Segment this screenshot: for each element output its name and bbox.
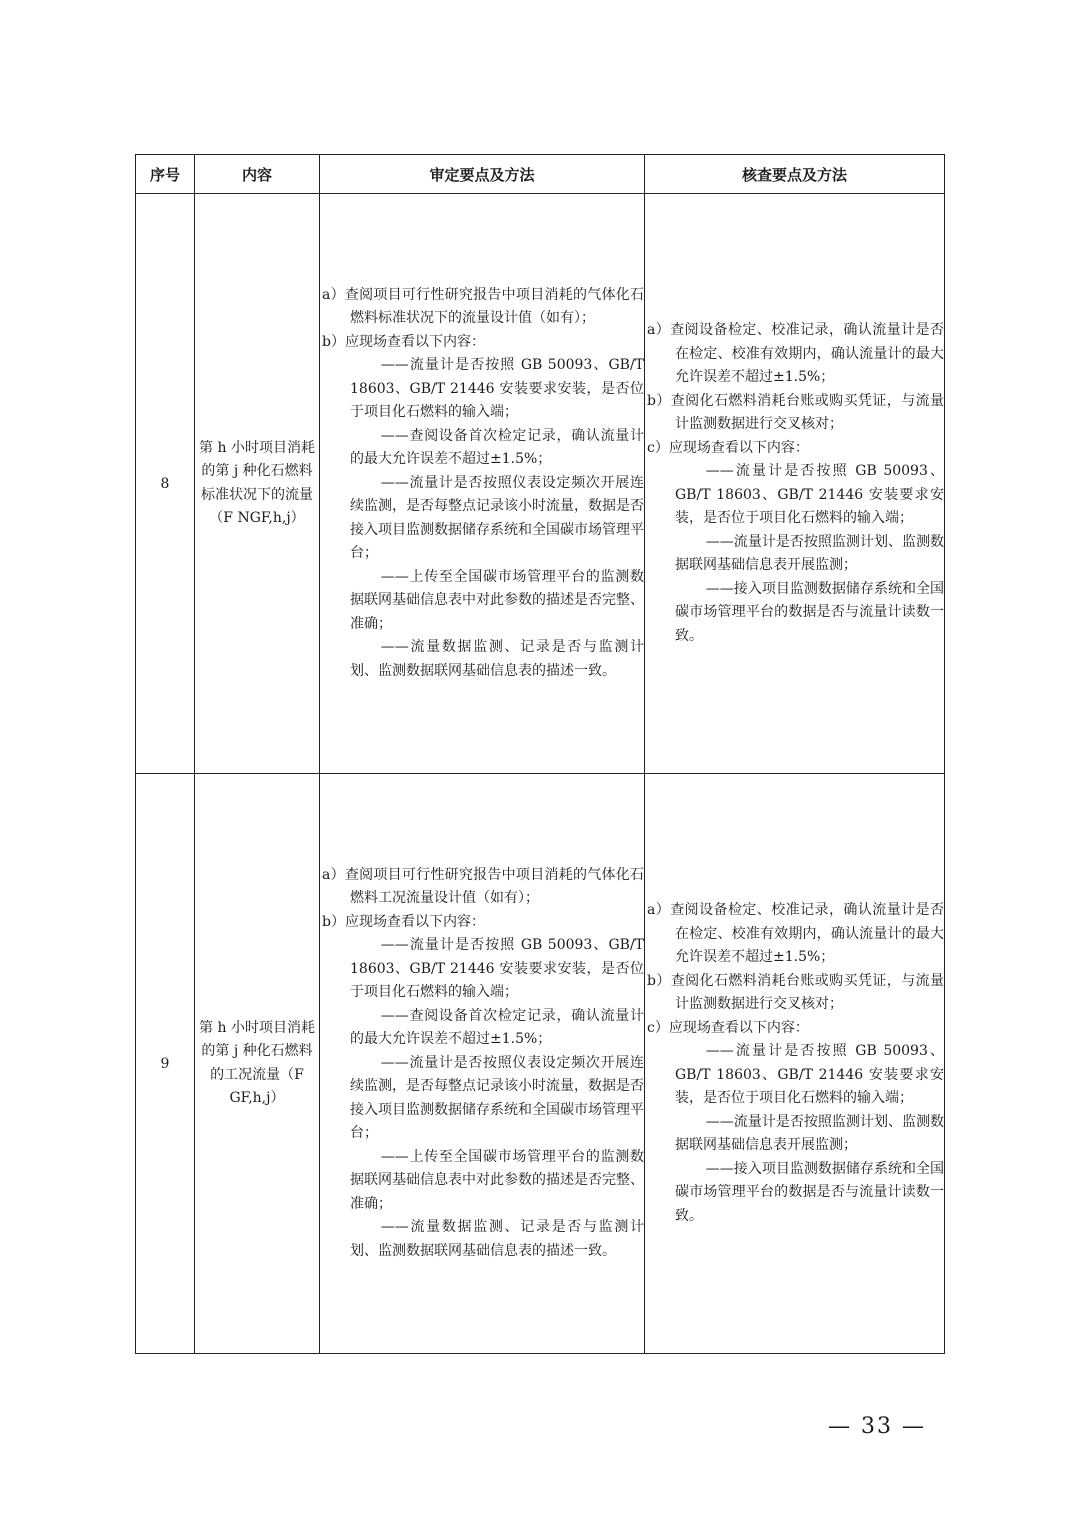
- row-seq: 8: [136, 194, 195, 774]
- list-item: b）查阅化石燃料消耗台账或购买凭证，与流量计监测数据进行交叉核对；: [647, 392, 944, 432]
- dash-item: ——流量数据监测、记录是否与监测计划、监测数据联网基础信息表的描述一致。: [350, 639, 644, 679]
- dash-item: ——流量计是否按照监测计划、监测数据联网基础信息表开展监测；: [675, 1113, 944, 1153]
- dash-item: ——接入项目监测数据储存系统和全国碳市场管理平台的数据是否与流量计读数一致。: [675, 1160, 944, 1224]
- dash-item: ——查阅设备首次检定记录，确认流量计的最大允许误差不超过±1.5%；: [350, 427, 644, 468]
- list-item: b）应现场查看以下内容：: [322, 913, 485, 930]
- row-verify: [645, 194, 945, 774]
- requirements-table: [135, 154, 945, 1354]
- row-content: 第 h 小时项目消耗的第 j 种化石燃料标准状况下的流量（F NGF,h,j）: [195, 194, 320, 774]
- dash-item: ——接入项目监测数据储存系统和全国碳市场管理平台的数据是否与流量计读数一致。: [675, 580, 944, 644]
- list-item: c）应现场查看以下内容：: [647, 1019, 809, 1036]
- list-item: b）查阅化石燃料消耗台账或购买凭证，与流量计监测数据进行交叉核对；: [647, 972, 944, 1012]
- table-row: [136, 194, 945, 774]
- dash-item: ——上传至全国碳市场管理平台的监测数据联网基础信息表中对此参数的描述是否完整、准确；: [350, 1148, 644, 1212]
- list-item: a）查阅设备检定、校准记录，确认流量计是否在检定、校准有效期内，确认流量计的最大允许误差不超过±1.5%；: [647, 322, 944, 385]
- dash-item: ——流量数据监测、记录是否与监测计划、监测数据联网基础信息表的描述一致。: [350, 1219, 644, 1259]
- dash-item: ——流量计是否按照监测计划、监测数据联网基础信息表开展监测；: [675, 533, 944, 573]
- header-seq: 序号: [136, 155, 195, 194]
- row-verify: [645, 774, 945, 1354]
- dash-item: ——流量计是否按照 GB 50093、GB/T 18603、GB/T 21446 安装要求安装，是否位于项目化石燃料的输入端；: [675, 1043, 944, 1106]
- dash-item: ——流量计是否按照 GB 50093、GB/T 18603、GB/T 21446 安装要求安装，是否位于项目化石燃料的输入端；: [350, 937, 644, 1001]
- header-verify: 核查要点及方法: [645, 155, 945, 194]
- dash-item: ——查阅设备首次检定记录，确认流量计的最大允许误差不超过±1.5%；: [350, 1007, 644, 1048]
- page-number: — 33 —: [828, 1414, 926, 1439]
- list-item: b）应现场查看以下内容：: [322, 333, 485, 350]
- row-content: 第 h 小时项目消耗的第 j 种化石燃料的工况流量（F GF,h,j）: [195, 774, 320, 1354]
- row-review: [320, 774, 645, 1354]
- table-header-row: [136, 155, 945, 194]
- row-seq: 9: [136, 774, 195, 1354]
- dash-item: ——流量计是否按照仪表设定频次开展连续监测，是否每整点记录该小时流量，数据是否接入项目监测数据储存系统和全国碳市场管理平台；: [350, 1054, 644, 1142]
- dash-item: ——流量计是否按照仪表设定频次开展连续监测，是否每整点记录该小时流量，数据是否接入项目监测数据储存系统和全国碳市场管理平台；: [350, 474, 644, 562]
- header-review: 审定要点及方法: [320, 155, 645, 194]
- header-content: 内容: [195, 155, 320, 194]
- dash-item: ——上传至全国碳市场管理平台的监测数据联网基础信息表中对此参数的描述是否完整、准确；: [350, 568, 644, 632]
- dash-item: ——流量计是否按照 GB 50093、GB/T 18603、GB/T 21446 安装要求安装，是否位于项目化石燃料的输入端；: [675, 463, 944, 526]
- table-row: [136, 774, 945, 1354]
- list-item: c）应现场查看以下内容：: [647, 439, 809, 456]
- dash-item: ——流量计是否按照 GB 50093、GB/T 18603、GB/T 21446 安装要求安装，是否位于项目化石燃料的输入端；: [350, 357, 644, 421]
- list-item: a）查阅项目可行性研究报告中项目消耗的气体化石燃料标准状况下的流量设计值（如有）；: [322, 286, 644, 327]
- list-item: a）查阅项目可行性研究报告中项目消耗的气体化石燃料工况流量设计值（如有）；: [322, 866, 644, 907]
- row-review: [320, 194, 645, 774]
- list-item: a）查阅设备检定、校准记录，确认流量计是否在检定、校准有效期内，确认流量计的最大允许误差不超过±1.5%；: [647, 902, 944, 965]
